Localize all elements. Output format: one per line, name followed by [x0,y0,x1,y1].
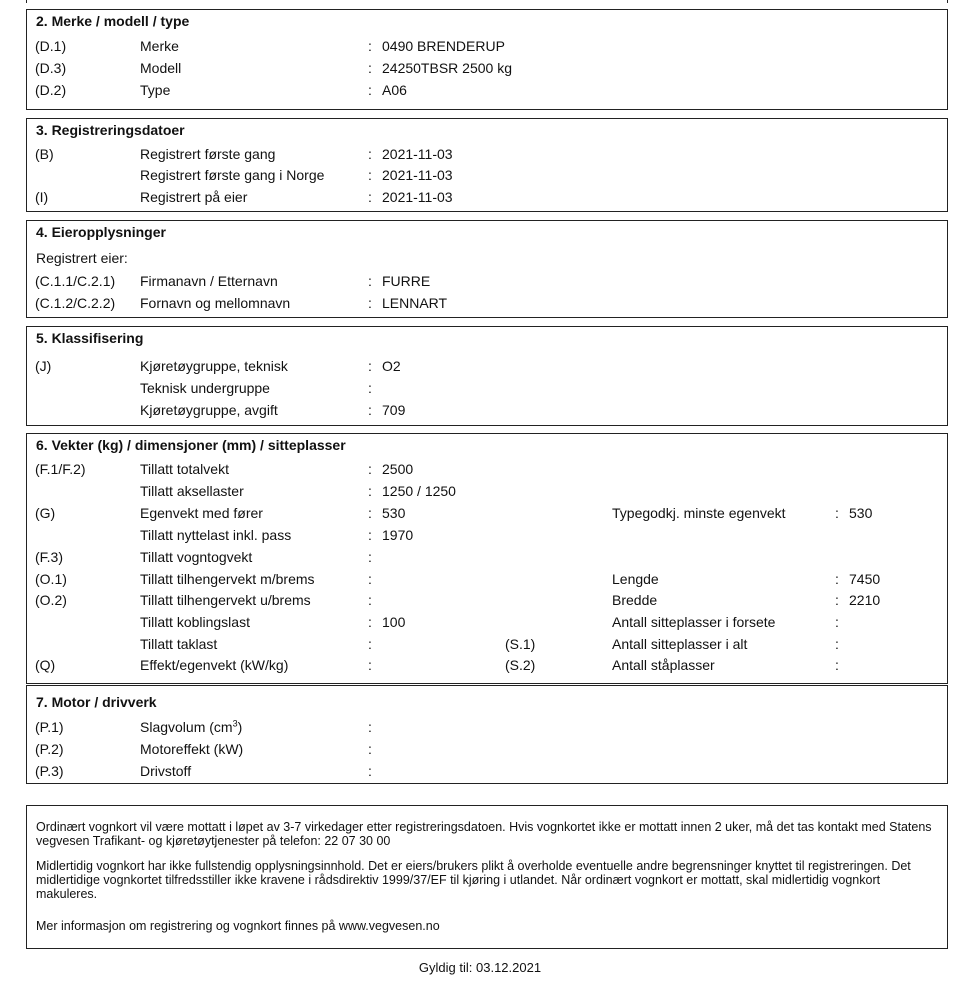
field-colon: : [368,167,372,183]
field-colon: : [368,60,372,76]
notice-paragraph: Midlertidig vognkort har ikke fullstendig opplysningsinnhold. Det er eiers/brukers plikt å overholde eventuelle andre begrensninger knyttet til registreringen. Det midlertidige vognkortet tilfredsstiller ikke kravene i rådsdirektiv 1999/37/EF til kjøring i utlandet. Når ordinært vognkort er mottatt, skal midlertidig vognkort makuleres. [36,859,911,901]
field-row [27,144,947,164]
field-label: Firmanavn / Etternavn [140,273,278,289]
field-colon: : [368,273,372,289]
field-colon: : [368,636,372,652]
field-row [27,165,947,185]
right-field-colon: : [835,592,839,608]
notice-paragraph: Mer informasjon om registrering og vognkort finnes på www.vegvesen.no [36,919,440,933]
field-colon: : [368,402,372,418]
field-label: Kjøretøygruppe, teknisk [140,358,288,374]
field-row [27,634,947,654]
field-row [27,569,947,589]
section-title: 3. Registreringsdatoer [36,122,185,138]
field-value: O2 [382,358,401,374]
section-title: 7. Motor / drivverk [36,694,157,710]
field-colon: : [368,295,372,311]
right-field-colon: : [835,636,839,652]
field-value: 2021-11-03 [382,167,453,183]
field-label: Egenvekt med fører [140,505,263,521]
right-field-value: 7450 [849,571,881,587]
right-field-colon: : [835,571,839,587]
field-code: (P.1) [35,719,64,735]
right-field-colon: : [835,657,839,673]
right-field-colon: : [835,505,839,521]
field-value: 2500 [382,461,414,477]
field-colon: : [368,38,372,54]
section-motor-drivverk [26,685,948,784]
field-label: Tillatt taklast [140,636,218,652]
field-value: 709 [382,402,406,418]
right-field-code: (S.1) [505,636,536,652]
field-colon: : [368,763,372,779]
right-field-label: Antall sitteplasser i forsete [612,614,776,630]
field-colon: : [368,358,372,374]
field-label: Drivstoff [140,763,192,779]
field-row [27,481,947,501]
right-field-label: Antall ståplasser [612,657,715,673]
field-row [27,590,947,610]
field-row [27,547,947,567]
field-code: (D.3) [35,60,67,76]
field-value: 100 [382,614,406,630]
field-colon: : [368,614,372,630]
field-row [27,739,947,759]
field-colon: : [368,549,372,565]
field-row [27,400,947,420]
field-label: Tillatt tilhengervekt m/brems [140,571,315,587]
section-eieropplysninger [26,220,948,318]
field-row [27,356,947,376]
field-label: Kjøretøygruppe, avgift [140,402,278,418]
field-label: Tillatt vogntogvekt [140,549,253,565]
field-colon: : [368,657,372,673]
field-value: 530 [382,505,406,521]
field-label: Modell [140,60,182,76]
field-colon: : [368,146,372,162]
field-row [27,525,947,545]
section-title: 4. Eieropplysninger [36,224,166,240]
field-colon: : [368,571,372,587]
right-field-value: 530 [849,505,873,521]
field-label: Registrert på eier [140,189,248,205]
field-row [27,761,947,781]
field-colon: : [368,483,372,499]
field-code: (O.1) [35,571,67,587]
section-title: 6. Vekter (kg) / dimensjoner (mm) / sitteplasser [36,437,346,453]
field-value: 2021-11-03 [382,189,453,205]
field-value: 1970 [382,527,414,543]
field-label [140,717,242,737]
field-label: Tillatt nyttelast inkl. pass [140,527,292,543]
field-row [27,80,947,100]
right-field-value: 2210 [849,592,881,608]
field-row [27,271,947,291]
section-vekter-dimensjoner [26,433,948,684]
field-label: Registrert første gang i Norge [140,167,325,183]
field-label-end: ) [237,719,243,735]
field-row [27,655,947,675]
field-colon: : [368,189,372,205]
right-field-colon: : [835,614,839,630]
valid-until: Gyldig til: 03.12.2021 [418,960,542,975]
field-colon: : [368,527,372,543]
section-klassifisering [26,326,948,426]
field-value: FURRE [382,273,431,289]
field-code: (P.3) [35,763,64,779]
field-row [27,36,947,56]
field-code: (F.1/F.2) [35,461,86,477]
previous-section-edge [26,0,948,3]
field-value: 0490 BRENDERUP [382,38,505,54]
field-value: 1250 / 1250 [382,483,456,499]
field-row [27,503,947,523]
field-code: (C.1.1/C.2.1) [35,273,116,289]
field-code: (B) [35,146,54,162]
field-colon: : [368,719,372,735]
field-colon: : [368,592,372,608]
field-colon: : [368,505,372,521]
section-title: 5. Klassifisering [36,330,144,346]
information-notice [26,805,948,949]
field-code: (J) [35,358,52,374]
field-row [27,717,947,737]
field-row [27,459,947,479]
field-row [27,293,947,313]
right-field-code: (S.2) [505,657,536,673]
right-field-label: Typegodkj. minste egenvekt [612,505,786,521]
field-code: (D.2) [35,82,67,98]
field-label: Teknisk undergruppe [140,380,270,396]
field-label: Tillatt koblingslast [140,614,250,630]
field-value: 24250TBSR 2500 kg [382,60,512,76]
notice-paragraph: Ordinært vognkort vil være mottatt i løpet av 3-7 virkedager etter registreringsdatoen. Hvis vognkortet ikke er mottatt innen 2 uker, må det tas kontakt med Statens vegvesen Trafikant- og kjøretøytjenester på telefon: 22 07 30 00 [36,820,932,848]
field-code: (D.1) [35,38,67,54]
section-subtitle: Registrert eier: [36,250,128,266]
field-code: (P.2) [35,741,64,757]
field-colon: : [368,82,372,98]
section-registreringsdatoer [26,118,948,212]
field-colon: : [368,741,372,757]
field-row [27,612,947,632]
field-row [27,378,947,398]
field-label: Tillatt totalvekt [140,461,229,477]
field-row [27,187,947,207]
right-field-label: Lengde [612,571,659,587]
field-colon: : [368,461,372,477]
field-label: Effekt/egenvekt (kW/kg) [140,657,289,673]
field-label-text: Slagvolum (cm [140,719,233,735]
field-value: 2021-11-03 [382,146,453,162]
field-label: Type [140,82,171,98]
field-code: (I) [35,189,49,205]
field-code: (F.3) [35,549,63,565]
field-label: Merke [140,38,179,54]
field-row [27,58,947,78]
field-colon: : [368,380,372,396]
field-value: LENNART [382,295,448,311]
field-label: Tillatt aksellaster [140,483,244,499]
field-label: Registrert første gang [140,146,276,162]
field-code: (Q) [35,657,56,673]
field-label: Fornavn og mellomnavn [140,295,291,311]
field-code: (C.1.2/C.2.2) [35,295,116,311]
section-merke-modell-type [26,9,948,110]
right-field-label: Antall sitteplasser i alt [612,636,748,652]
field-code: (G) [35,505,56,521]
field-code: (O.2) [35,592,67,608]
field-value: A06 [382,82,407,98]
field-label: Motoreffekt (kW) [140,741,244,757]
right-field-label: Bredde [612,592,658,608]
superscript: 3 [232,718,238,729]
field-label: Tillatt tilhengervekt u/brems [140,592,311,608]
section-title: 2. Merke / modell / type [36,13,190,29]
